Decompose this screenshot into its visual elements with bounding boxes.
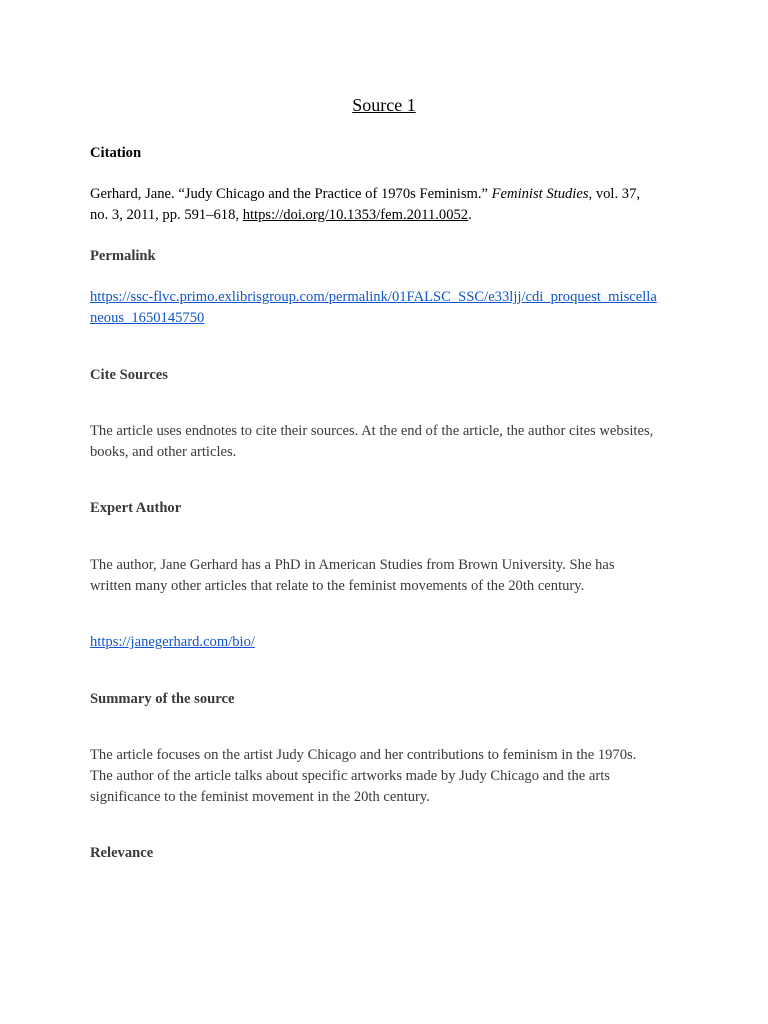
citation-line-1 bbox=[90, 184, 690, 205]
summary-line-1: The article focuses on the artist Judy Chicago and her contributions to feminism in the 1970s. bbox=[90, 747, 637, 763]
cite-sources-heading: Cite Sources bbox=[90, 367, 168, 383]
citation-doi-link[interactable]: https://doi.org/10.1353/fem.2011.0052 bbox=[242, 207, 469, 223]
permalink-heading: Permalink bbox=[90, 248, 156, 264]
expert-author-line-1: The author, Jane Gerhard has a PhD in American Studies from Brown University. She has bbox=[90, 557, 615, 573]
summary-line-2: The author of the article talks about specific artworks made by Judy Chicago and the arts bbox=[90, 768, 610, 784]
citation-end-punct: . bbox=[468, 207, 472, 223]
citation-line-2 bbox=[90, 205, 690, 226]
expert-author-line-2: written many other articles that relate to the feminist movements of the 20th century. bbox=[90, 578, 585, 594]
page-title: Source 1 bbox=[352, 95, 416, 115]
author-bio-link[interactable]: https://janegerhard.com/bio/ bbox=[90, 634, 255, 650]
permalink-url-line-1[interactable]: https://ssc-flvc.primo.exlibrisgroup.com/permalink/01FALSC_SSC/e33ljj/cdi_proquest_miscella bbox=[90, 289, 657, 305]
citation-author-title: Gerhard, Jane. “Judy Chicago and the Practice of 1970s Feminism.” bbox=[90, 186, 492, 202]
relevance-heading: Relevance bbox=[90, 845, 154, 861]
summary-heading: Summary of the source bbox=[90, 691, 235, 707]
cite-sources-text bbox=[90, 421, 690, 463]
summary-line-3: significance to the feminist movement in the 20th century. bbox=[90, 789, 430, 805]
permalink-link[interactable] bbox=[90, 287, 690, 329]
expert-author-text bbox=[90, 555, 690, 597]
cite-sources-line-1: The article uses endnotes to cite their sources. At the end of the article, the author cites websites, bbox=[90, 423, 654, 439]
summary-text bbox=[90, 745, 690, 808]
permalink-url-line-2[interactable]: neous_1650145750 bbox=[90, 310, 205, 326]
citation-text bbox=[90, 184, 690, 226]
citation-issue-pages: no. 3, 2011, pp. 591–618, bbox=[90, 207, 243, 223]
expert-author-heading: Expert Author bbox=[90, 500, 182, 516]
cite-sources-line-2: books, and other articles. bbox=[90, 444, 237, 460]
expert-author-link-row bbox=[90, 632, 690, 653]
citation-heading: Citation bbox=[90, 145, 142, 161]
citation-volume: , vol. 37, bbox=[588, 186, 641, 202]
citation-journal: Feminist Studies bbox=[491, 186, 589, 202]
